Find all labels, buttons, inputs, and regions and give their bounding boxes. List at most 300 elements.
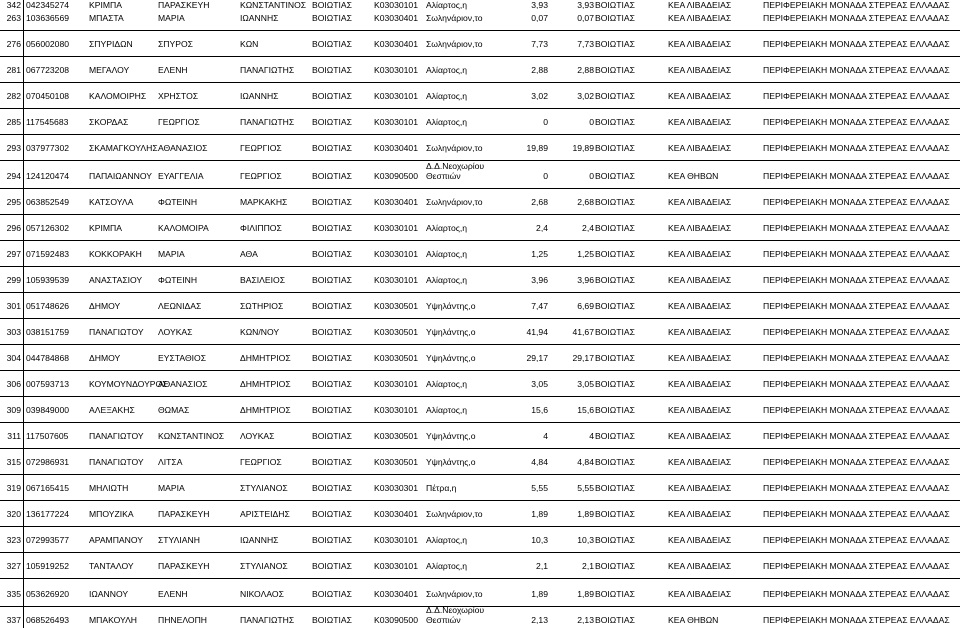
surname-cell[interactable]: ΤΑΝΤΑΛΟΥ bbox=[89, 561, 134, 571]
value-1-cell[interactable]: 1,25 bbox=[531, 249, 548, 259]
first-name-cell[interactable]: ΠΑΡΑΣΚΕΥΗ bbox=[158, 0, 210, 10]
father-name-cell[interactable]: ΒΑΣΙΛΕΙΟΣ bbox=[240, 275, 286, 285]
location-cell[interactable]: Πέτρα,η bbox=[426, 483, 457, 493]
value-2-cell[interactable]: 2,68 bbox=[577, 197, 594, 207]
location-cell[interactable]: Αλίαρτος,η bbox=[426, 379, 468, 389]
prefecture-2-cell[interactable]: ΒΟΙΩΤΙΑΣ bbox=[595, 483, 635, 493]
afm-cell[interactable]: 007593713 bbox=[26, 379, 70, 389]
row-id-cell[interactable]: 293 bbox=[6, 143, 21, 153]
father-name-cell[interactable]: ΙΩΑΝΝΗΣ bbox=[240, 91, 279, 101]
father-name-cell[interactable]: ΔΗΜΗΤΡΙΟΣ bbox=[240, 405, 291, 415]
kea-office-cell[interactable]: ΚΕΑ ΛΙΒΑΔΕΙΑΣ bbox=[668, 483, 732, 493]
row-id-cell[interactable]: 296 bbox=[6, 223, 21, 233]
location-cell[interactable]: Υψηλάντης,ο bbox=[426, 457, 476, 467]
afm-cell[interactable]: 039849000 bbox=[26, 405, 70, 415]
location-cell[interactable]: Αλίαρτος,η bbox=[426, 117, 468, 127]
prefecture-2-cell[interactable]: ΒΟΙΩΤΙΑΣ bbox=[595, 143, 635, 153]
surname-cell[interactable]: ΚΑΤΣΟΥΛΑ bbox=[89, 197, 134, 207]
kea-office-cell[interactable]: ΚΕΑ ΛΙΒΑΔΕΙΑΣ bbox=[668, 143, 732, 153]
prefecture-2-cell[interactable]: ΒΟΙΩΤΙΑΣ bbox=[595, 249, 635, 259]
kea-office-cell[interactable]: ΚΕΑ ΛΙΒΑΔΕΙΑΣ bbox=[668, 431, 732, 441]
prefecture-2-cell[interactable]: ΒΟΙΩΤΙΑΣ bbox=[595, 589, 635, 599]
kea-office-cell[interactable]: ΚΕΑ ΛΙΒΑΔΕΙΑΣ bbox=[668, 91, 732, 101]
code-cell[interactable]: K03030101 bbox=[374, 561, 418, 571]
code-cell[interactable]: K03030501 bbox=[374, 301, 418, 311]
code-cell[interactable]: K03030101 bbox=[374, 0, 418, 10]
surname-cell[interactable]: ΣΚΑΜΑΓΚΟΥΛΗΣ bbox=[89, 143, 158, 153]
prefecture-cell[interactable]: ΒΟΙΩΤΙΑΣ bbox=[312, 13, 352, 23]
value-1-cell[interactable]: 4 bbox=[543, 431, 548, 441]
regional-unit-cell[interactable]: ΠΕΡΙΦΕΡΕΙΑΚΗ ΜΟΝΑΔΑ ΣΤΕΡΕΑΣ ΕΛΛΑΔΑΣ bbox=[763, 65, 950, 75]
value-1-cell[interactable]: 0 bbox=[543, 117, 548, 127]
surname-cell[interactable]: ΔΗΜΟΥ bbox=[89, 353, 121, 363]
first-name-cell[interactable]: ΣΤΥΛΙΑΝΗ bbox=[158, 535, 200, 545]
code-cell[interactable]: K03030501 bbox=[374, 327, 418, 337]
prefecture-cell[interactable]: ΒΟΙΩΤΙΑΣ bbox=[312, 171, 352, 181]
row-id-cell[interactable]: 337 bbox=[6, 615, 21, 625]
father-name-cell[interactable]: ΠΑΝΑΓΙΩΤΗΣ bbox=[240, 117, 295, 127]
first-name-cell[interactable]: ΓΕΩΡΓΙΟΣ bbox=[158, 117, 200, 127]
prefecture-2-cell[interactable]: ΒΟΙΩΤΙΑΣ bbox=[595, 13, 635, 23]
regional-unit-cell[interactable]: ΠΕΡΙΦΕΡΕΙΑΚΗ ΜΟΝΑΔΑ ΣΤΕΡΕΑΣ ΕΛΛΑΔΑΣ bbox=[763, 405, 950, 415]
afm-cell[interactable]: 038151759 bbox=[26, 327, 70, 337]
prefecture-2-cell[interactable]: ΒΟΙΩΤΙΑΣ bbox=[595, 117, 635, 127]
code-cell[interactable]: K03030501 bbox=[374, 353, 418, 363]
surname-cell[interactable]: ΣΚΟΡΔΑΣ bbox=[89, 117, 129, 127]
prefecture-2-cell[interactable]: ΒΟΙΩΤΙΑΣ bbox=[595, 327, 635, 337]
kea-office-cell[interactable]: ΚΕΑ ΛΙΒΑΔΕΙΑΣ bbox=[668, 223, 732, 233]
regional-unit-cell[interactable]: ΠΕΡΙΦΕΡΕΙΑΚΗ ΜΟΝΑΔΑ ΣΤΕΡΕΑΣ ΕΛΛΑΔΑΣ bbox=[763, 353, 950, 363]
regional-unit-cell[interactable]: ΠΕΡΙΦΕΡΕΙΑΚΗ ΜΟΝΑΔΑ ΣΤΕΡΕΑΣ ΕΛΛΑΔΑΣ bbox=[763, 509, 950, 519]
value-1-cell[interactable]: 19,89 bbox=[526, 143, 548, 153]
location-cell[interactable]: Αλίαρτος,η bbox=[426, 91, 468, 101]
value-2-cell[interactable]: 1,89 bbox=[577, 509, 594, 519]
regional-unit-cell[interactable]: ΠΕΡΙΦΕΡΕΙΑΚΗ ΜΟΝΑΔΑ ΣΤΕΡΕΑΣ ΕΛΛΑΔΑΣ bbox=[763, 13, 950, 23]
prefecture-cell[interactable]: ΒΟΙΩΤΙΑΣ bbox=[312, 327, 352, 337]
prefecture-cell[interactable]: ΒΟΙΩΤΙΑΣ bbox=[312, 197, 352, 207]
row-id-cell[interactable]: 304 bbox=[6, 353, 21, 363]
kea-office-cell[interactable]: ΚΕΑ ΘΗΒΩΝ bbox=[668, 615, 719, 625]
regional-unit-cell[interactable]: ΠΕΡΙΦΕΡΕΙΑΚΗ ΜΟΝΑΔΑ ΣΤΕΡΕΑΣ ΕΛΛΑΔΑΣ bbox=[763, 615, 950, 625]
prefecture-cell[interactable]: ΒΟΙΩΤΙΑΣ bbox=[312, 615, 352, 625]
value-2-cell[interactable]: 1,89 bbox=[577, 589, 594, 599]
kea-office-cell[interactable]: ΚΕΑ ΛΙΒΑΔΕΙΑΣ bbox=[668, 327, 732, 337]
row-id-cell[interactable]: 263 bbox=[6, 13, 21, 23]
first-name-cell[interactable]: ΜΑΡΙΑ bbox=[158, 13, 185, 23]
afm-cell[interactable]: 070450108 bbox=[26, 91, 70, 101]
father-name-cell[interactable]: ΝΙΚΟΛΑΟΣ bbox=[240, 589, 284, 599]
value-1-cell[interactable]: 2,88 bbox=[531, 65, 548, 75]
prefecture-2-cell[interactable]: ΒΟΙΩΤΙΑΣ bbox=[595, 353, 635, 363]
value-1-cell[interactable]: 7,73 bbox=[531, 39, 548, 49]
first-name-cell[interactable]: ΛΟΥΚΑΣ bbox=[158, 327, 193, 337]
prefecture-cell[interactable]: ΒΟΙΩΤΙΑΣ bbox=[312, 561, 352, 571]
afm-cell[interactable]: 056002080 bbox=[26, 39, 70, 49]
kea-office-cell[interactable]: ΚΕΑ ΛΙΒΑΔΕΙΑΣ bbox=[668, 13, 732, 23]
afm-cell[interactable]: 117545683 bbox=[26, 117, 69, 127]
afm-cell[interactable]: 072993577 bbox=[26, 535, 70, 545]
value-1-cell[interactable]: 0,07 bbox=[531, 13, 548, 23]
prefecture-cell[interactable]: ΒΟΙΩΤΙΑΣ bbox=[312, 91, 352, 101]
regional-unit-cell[interactable]: ΠΕΡΙΦΕΡΕΙΑΚΗ ΜΟΝΑΔΑ ΣΤΕΡΕΑΣ ΕΛΛΑΔΑΣ bbox=[763, 171, 950, 181]
prefecture-cell[interactable]: ΒΟΙΩΤΙΑΣ bbox=[312, 301, 352, 311]
row-id-cell[interactable]: 299 bbox=[6, 275, 21, 285]
afm-cell[interactable]: 105939539 bbox=[26, 275, 70, 285]
regional-unit-cell[interactable]: ΠΕΡΙΦΕΡΕΙΑΚΗ ΜΟΝΑΔΑ ΣΤΕΡΕΑΣ ΕΛΛΑΔΑΣ bbox=[763, 0, 950, 10]
row-id-cell[interactable]: 281 bbox=[6, 65, 21, 75]
value-1-cell[interactable]: 2,1 bbox=[536, 561, 548, 571]
value-2-cell[interactable]: 0 bbox=[589, 117, 594, 127]
surname-cell[interactable]: ΚΟΥΜΟΥΝΔΟΥΡΟΣ bbox=[89, 379, 168, 389]
value-2-cell[interactable]: 3,96 bbox=[577, 275, 594, 285]
surname-cell[interactable]: ΑΛΕΞΑΚΗΣ bbox=[89, 405, 135, 415]
code-cell[interactable]: K03030101 bbox=[374, 91, 418, 101]
father-name-cell[interactable]: ΓΕΩΡΓΙΟΣ bbox=[240, 457, 282, 467]
prefecture-2-cell[interactable]: ΒΟΙΩΤΙΑΣ bbox=[595, 275, 635, 285]
afm-cell[interactable]: 103636569 bbox=[26, 13, 70, 23]
surname-cell[interactable]: ΙΩΑΝΝΟΥ bbox=[89, 589, 129, 599]
code-cell[interactable]: K03030101 bbox=[374, 405, 418, 415]
value-1-cell[interactable]: 3,02 bbox=[531, 91, 548, 101]
code-cell[interactable]: K03030401 bbox=[374, 13, 418, 23]
code-cell[interactable]: K03030101 bbox=[374, 117, 418, 127]
location-line-1-cell[interactable]: Δ.Δ.Νεοχωρίου bbox=[426, 605, 485, 615]
code-cell[interactable]: K03030401 bbox=[374, 39, 418, 49]
surname-cell[interactable]: ΜΠΑΚΟΥΛΗ bbox=[89, 615, 138, 625]
father-name-cell[interactable]: ΑΡΙΣΤΕΙΔΗΣ bbox=[240, 509, 290, 519]
afm-cell[interactable]: 042345274 bbox=[26, 0, 70, 10]
value-1-cell[interactable]: 7,47 bbox=[531, 301, 548, 311]
row-id-cell[interactable]: 342 bbox=[6, 0, 21, 10]
prefecture-2-cell[interactable]: ΒΟΙΩΤΙΑΣ bbox=[595, 91, 635, 101]
father-name-cell[interactable]: ΣΤΥΛΙΑΝΟΣ bbox=[240, 561, 288, 571]
code-cell[interactable]: K03030501 bbox=[374, 457, 418, 467]
prefecture-2-cell[interactable]: ΒΟΙΩΤΙΑΣ bbox=[595, 431, 635, 441]
code-cell[interactable]: K03030401 bbox=[374, 589, 418, 599]
afm-cell[interactable]: 067165415 bbox=[26, 483, 70, 493]
location-cell[interactable]: Σωληνάριον,το bbox=[426, 13, 483, 23]
value-2-cell[interactable]: 3,05 bbox=[577, 379, 594, 389]
row-id-cell[interactable]: 297 bbox=[6, 249, 21, 259]
father-name-cell[interactable]: ΦΙΛΙΠΠΟΣ bbox=[240, 223, 282, 233]
location-cell[interactable]: Σωληνάριον,το bbox=[426, 39, 483, 49]
value-1-cell[interactable]: 4,84 bbox=[531, 457, 548, 467]
code-cell[interactable]: K03030401 bbox=[374, 509, 418, 519]
kea-office-cell[interactable]: ΚΕΑ ΛΙΒΑΔΕΙΑΣ bbox=[668, 535, 732, 545]
location-line-1-cell[interactable]: Δ.Δ.Νεοχωρίου bbox=[426, 161, 485, 171]
surname-cell[interactable]: ΜΠΑΣΤΑ bbox=[89, 13, 124, 23]
first-name-cell[interactable]: ΠΑΡΑΣΚΕΥΗ bbox=[158, 509, 210, 519]
row-id-cell[interactable]: 285 bbox=[6, 117, 21, 127]
value-2-cell[interactable]: 19,89 bbox=[572, 143, 594, 153]
afm-cell[interactable]: 044784868 bbox=[26, 353, 70, 363]
value-1-cell[interactable]: 41,94 bbox=[526, 327, 548, 337]
prefecture-2-cell[interactable]: ΒΟΙΩΤΙΑΣ bbox=[595, 223, 635, 233]
value-2-cell[interactable]: 4 bbox=[589, 431, 594, 441]
code-cell[interactable]: K03030401 bbox=[374, 197, 418, 207]
code-cell[interactable]: K03030401 bbox=[374, 143, 418, 153]
row-id-cell[interactable]: 276 bbox=[6, 39, 21, 49]
location-cell[interactable]: Αλίαρτος,η bbox=[426, 249, 468, 259]
prefecture-2-cell[interactable]: ΒΟΙΩΤΙΑΣ bbox=[595, 405, 635, 415]
location-cell[interactable]: Αλίαρτος,η bbox=[426, 405, 468, 415]
prefecture-2-cell[interactable]: ΒΟΙΩΤΙΑΣ bbox=[595, 509, 635, 519]
first-name-cell[interactable]: ΘΩΜΑΣ bbox=[158, 405, 190, 415]
father-name-cell[interactable]: ΣΩΤΗΡΙΟΣ bbox=[240, 301, 284, 311]
afm-cell[interactable]: 063852549 bbox=[26, 197, 70, 207]
regional-unit-cell[interactable]: ΠΕΡΙΦΕΡΕΙΑΚΗ ΜΟΝΑΔΑ ΣΤΕΡΕΑΣ ΕΛΛΑΔΑΣ bbox=[763, 275, 950, 285]
regional-unit-cell[interactable]: ΠΕΡΙΦΕΡΕΙΑΚΗ ΜΟΝΑΔΑ ΣΤΕΡΕΑΣ ΕΛΛΑΔΑΣ bbox=[763, 39, 950, 49]
row-id-cell[interactable]: 309 bbox=[6, 405, 21, 415]
father-name-cell[interactable]: ΙΩΑΝΝΗΣ bbox=[240, 535, 279, 545]
location-cell[interactable]: Σωληνάριον,το bbox=[426, 143, 483, 153]
afm-cell[interactable]: 051748626 bbox=[26, 301, 70, 311]
value-2-cell[interactable]: 6,69 bbox=[577, 301, 594, 311]
kea-office-cell[interactable]: ΚΕΑ ΛΙΒΑΔΕΙΑΣ bbox=[668, 39, 732, 49]
regional-unit-cell[interactable]: ΠΕΡΙΦΕΡΕΙΑΚΗ ΜΟΝΑΔΑ ΣΤΕΡΕΑΣ ΕΛΛΑΔΑΣ bbox=[763, 301, 950, 311]
father-name-cell[interactable]: ΚΩΝ bbox=[240, 39, 259, 49]
surname-cell[interactable]: ΠΑΝΑΓΙΩΤΟΥ bbox=[89, 327, 144, 337]
location-cell[interactable]: Αλίαρτος,η bbox=[426, 275, 468, 285]
code-cell[interactable]: K03030101 bbox=[374, 65, 418, 75]
location-cell[interactable]: Υψηλάντης,ο bbox=[426, 353, 476, 363]
value-1-cell[interactable]: 10,3 bbox=[531, 535, 548, 545]
father-name-cell[interactable]: ΜΑΡΚΑΚΗΣ bbox=[240, 197, 288, 207]
prefecture-cell[interactable]: ΒΟΙΩΤΙΑΣ bbox=[312, 117, 352, 127]
surname-cell[interactable]: ΠΑΝΑΓΙΩΤΟΥ bbox=[89, 431, 144, 441]
regional-unit-cell[interactable]: ΠΕΡΙΦΕΡΕΙΑΚΗ ΜΟΝΑΔΑ ΣΤΕΡΕΑΣ ΕΛΛΑΔΑΣ bbox=[763, 223, 950, 233]
surname-cell[interactable]: ΠΑΠΑΙΩΑΝΝΟΥ bbox=[89, 171, 152, 181]
surname-cell[interactable]: ΚΡΙΜΠΑ bbox=[89, 223, 122, 233]
prefecture-cell[interactable]: ΒΟΙΩΤΙΑΣ bbox=[312, 0, 352, 10]
code-cell[interactable]: K03030101 bbox=[374, 379, 418, 389]
surname-cell[interactable]: ΚΟΚΚΟΡΑΚΗ bbox=[89, 249, 142, 259]
afm-cell[interactable]: 067723208 bbox=[26, 65, 70, 75]
prefecture-2-cell[interactable]: ΒΟΙΩΤΙΑΣ bbox=[595, 615, 635, 625]
kea-office-cell[interactable]: ΚΕΑ ΛΙΒΑΔΕΙΑΣ bbox=[668, 561, 732, 571]
value-1-cell[interactable]: 3,93 bbox=[531, 0, 548, 10]
value-1-cell[interactable]: 3,96 bbox=[531, 275, 548, 285]
prefecture-2-cell[interactable]: ΒΟΙΩΤΙΑΣ bbox=[595, 171, 635, 181]
location-cell[interactable]: Υψηλάντης,ο bbox=[426, 301, 476, 311]
father-name-cell[interactable]: ΠΑΝΑΓΙΩΤΗΣ bbox=[240, 615, 295, 625]
value-2-cell[interactable]: 2,13 bbox=[577, 615, 594, 625]
row-id-cell[interactable]: 311 bbox=[7, 431, 21, 441]
location-cell[interactable]: Σωληνάριον,το bbox=[426, 197, 483, 207]
kea-office-cell[interactable]: ΚΕΑ ΛΙΒΑΔΕΙΑΣ bbox=[668, 457, 732, 467]
kea-office-cell[interactable]: ΚΕΑ ΛΙΒΑΔΕΙΑΣ bbox=[668, 509, 732, 519]
surname-cell[interactable]: ΚΑΛΟΜΟΙΡΗΣ bbox=[89, 91, 147, 101]
regional-unit-cell[interactable]: ΠΕΡΙΦΕΡΕΙΑΚΗ ΜΟΝΑΔΑ ΣΤΕΡΕΑΣ ΕΛΛΑΔΑΣ bbox=[763, 91, 950, 101]
surname-cell[interactable]: ΠΑΝΑΓΙΩΤΟΥ bbox=[89, 457, 144, 467]
regional-unit-cell[interactable]: ΠΕΡΙΦΕΡΕΙΑΚΗ ΜΟΝΑΔΑ ΣΤΕΡΕΑΣ ΕΛΛΑΔΑΣ bbox=[763, 589, 950, 599]
surname-cell[interactable]: ΑΝΑΣΤΑΣΙΟΥ bbox=[89, 275, 143, 285]
value-1-cell[interactable]: 2,13 bbox=[531, 615, 548, 625]
prefecture-cell[interactable]: ΒΟΙΩΤΙΑΣ bbox=[312, 353, 352, 363]
regional-unit-cell[interactable]: ΠΕΡΙΦΕΡΕΙΑΚΗ ΜΟΝΑΔΑ ΣΤΕΡΕΑΣ ΕΛΛΑΔΑΣ bbox=[763, 535, 950, 545]
surname-cell[interactable]: ΜΠΟΥΖΙΚΑ bbox=[89, 509, 134, 519]
afm-cell[interactable]: 105919252 bbox=[26, 561, 70, 571]
first-name-cell[interactable]: ΚΑΛΟΜΟΙΡΑ bbox=[158, 223, 209, 233]
regional-unit-cell[interactable]: ΠΕΡΙΦΕΡΕΙΑΚΗ ΜΟΝΑΔΑ ΣΤΕΡΕΑΣ ΕΛΛΑΔΑΣ bbox=[763, 327, 950, 337]
value-2-cell[interactable]: 1,25 bbox=[577, 249, 594, 259]
father-name-cell[interactable]: ΚΩΝΣΤΑΝΤΙΝΟΣ bbox=[240, 0, 307, 10]
first-name-cell[interactable]: ΣΠΥΡΟΣ bbox=[158, 39, 193, 49]
father-name-cell[interactable]: ΣΤΥΛΙΑΝΟΣ bbox=[240, 483, 288, 493]
surname-cell[interactable]: ΜΕΓΑΛΟΥ bbox=[89, 65, 130, 75]
prefecture-cell[interactable]: ΒΟΙΩΤΙΑΣ bbox=[312, 143, 352, 153]
father-name-cell[interactable]: ΔΗΜΗΤΡΙΟΣ bbox=[240, 353, 291, 363]
row-id-cell[interactable]: 319 bbox=[6, 483, 21, 493]
kea-office-cell[interactable]: ΚΕΑ ΛΙΒΑΔΕΙΑΣ bbox=[668, 275, 732, 285]
prefecture-cell[interactable]: ΒΟΙΩΤΙΑΣ bbox=[312, 275, 352, 285]
regional-unit-cell[interactable]: ΠΕΡΙΦΕΡΕΙΑΚΗ ΜΟΝΑΔΑ ΣΤΕΡΕΑΣ ΕΛΛΑΔΑΣ bbox=[763, 457, 950, 467]
afm-cell[interactable]: 037977302 bbox=[26, 143, 70, 153]
regional-unit-cell[interactable]: ΠΕΡΙΦΕΡΕΙΑΚΗ ΜΟΝΑΔΑ ΣΤΕΡΕΑΣ ΕΛΛΑΔΑΣ bbox=[763, 561, 950, 571]
regional-unit-cell[interactable]: ΠΕΡΙΦΕΡΕΙΑΚΗ ΜΟΝΑΔΑ ΣΤΕΡΕΑΣ ΕΛΛΑΔΑΣ bbox=[763, 483, 950, 493]
kea-office-cell[interactable]: ΚΕΑ ΛΙΒΑΔΕΙΑΣ bbox=[668, 249, 732, 259]
father-name-cell[interactable]: ΚΩΝ/ΝΟΥ bbox=[240, 327, 280, 337]
father-name-cell[interactable]: ΛΟΥΚΑΣ bbox=[240, 431, 275, 441]
row-id-cell[interactable]: 294 bbox=[6, 171, 21, 181]
value-2-cell[interactable]: 15,6 bbox=[577, 405, 594, 415]
kea-office-cell[interactable]: ΚΕΑ ΘΗΒΩΝ bbox=[668, 171, 719, 181]
regional-unit-cell[interactable]: ΠΕΡΙΦΕΡΕΙΑΚΗ ΜΟΝΑΔΑ ΣΤΕΡΕΑΣ ΕΛΛΑΔΑΣ bbox=[763, 197, 950, 207]
location-cell[interactable]: Αλίαρτος,η bbox=[426, 65, 468, 75]
value-1-cell[interactable]: 1,89 bbox=[531, 509, 548, 519]
value-2-cell[interactable]: 0,07 bbox=[577, 13, 594, 23]
prefecture-2-cell[interactable]: ΒΟΙΩΤΙΑΣ bbox=[595, 65, 635, 75]
row-id-cell[interactable]: 323 bbox=[6, 535, 21, 545]
afm-cell[interactable]: 117507605 bbox=[26, 431, 69, 441]
first-name-cell[interactable]: ΜΑΡΙΑ bbox=[158, 249, 185, 259]
row-id-cell[interactable]: 335 bbox=[6, 589, 21, 599]
kea-office-cell[interactable]: ΚΕΑ ΛΙΒΑΔΕΙΑΣ bbox=[668, 117, 732, 127]
surname-cell[interactable]: ΑΡΑΜΠΑΝΟΥ bbox=[89, 535, 143, 545]
first-name-cell[interactable]: ΑΘΑΝΑΣΙΟΣ bbox=[158, 379, 208, 389]
value-2-cell[interactable]: 41,67 bbox=[572, 327, 594, 337]
value-1-cell[interactable]: 29,17 bbox=[526, 353, 548, 363]
code-cell[interactable]: K03090500 bbox=[374, 615, 418, 625]
first-name-cell[interactable]: ΛΕΩΝΙΔΑΣ bbox=[158, 301, 202, 311]
first-name-cell[interactable]: ΦΩΤΕΙΝΗ bbox=[158, 275, 198, 285]
location-cell[interactable]: Αλίαρτος,η bbox=[426, 535, 468, 545]
father-name-cell[interactable]: ΔΗΜΗΤΡΙΟΣ bbox=[240, 379, 291, 389]
first-name-cell[interactable]: ΕΥΑΓΓΕΛΙΑ bbox=[158, 171, 204, 181]
code-cell[interactable]: K03090500 bbox=[374, 171, 418, 181]
first-name-cell[interactable]: ΦΩΤΕΙΝΗ bbox=[158, 197, 198, 207]
code-cell[interactable]: K03030101 bbox=[374, 223, 418, 233]
value-2-cell[interactable]: 2,4 bbox=[582, 223, 594, 233]
afm-cell[interactable]: 053626920 bbox=[26, 589, 70, 599]
first-name-cell[interactable]: ΛΙΤΣΑ bbox=[158, 457, 183, 467]
value-2-cell[interactable]: 4,84 bbox=[577, 457, 594, 467]
father-name-cell[interactable]: ΙΩΑΝΝΗΣ bbox=[240, 13, 279, 23]
row-id-cell[interactable]: 301 bbox=[6, 301, 21, 311]
regional-unit-cell[interactable]: ΠΕΡΙΦΕΡΕΙΑΚΗ ΜΟΝΑΔΑ ΣΤΕΡΕΑΣ ΕΛΛΑΔΑΣ bbox=[763, 431, 950, 441]
first-name-cell[interactable]: ΧΡΗΣΤΟΣ bbox=[158, 91, 199, 101]
location-cell[interactable]: Θεσπιών bbox=[426, 615, 461, 625]
row-id-cell[interactable]: 295 bbox=[6, 197, 21, 207]
prefecture-cell[interactable]: ΒΟΙΩΤΙΑΣ bbox=[312, 39, 352, 49]
first-name-cell[interactable]: ΠΑΡΑΣΚΕΥΗ bbox=[158, 561, 210, 571]
prefecture-2-cell[interactable]: ΒΟΙΩΤΙΑΣ bbox=[595, 535, 635, 545]
value-1-cell[interactable]: 0 bbox=[543, 171, 548, 181]
prefecture-cell[interactable]: ΒΟΙΩΤΙΑΣ bbox=[312, 405, 352, 415]
surname-cell[interactable]: ΔΗΜΟΥ bbox=[89, 301, 121, 311]
father-name-cell[interactable]: ΑΘΑ bbox=[240, 249, 258, 259]
first-name-cell[interactable]: ΜΑΡΙΑ bbox=[158, 483, 185, 493]
value-1-cell[interactable]: 3,05 bbox=[531, 379, 548, 389]
code-cell[interactable]: K03030101 bbox=[374, 249, 418, 259]
afm-cell[interactable]: 136177224 bbox=[26, 509, 70, 519]
value-2-cell[interactable]: 3,93 bbox=[577, 0, 594, 10]
location-cell[interactable]: Σωληνάριον,το bbox=[426, 589, 483, 599]
row-id-cell[interactable]: 327 bbox=[6, 561, 21, 571]
location-cell[interactable]: Υψηλάντης,ο bbox=[426, 327, 476, 337]
first-name-cell[interactable]: ΑΘΑΝΑΣΙΟΣ bbox=[158, 143, 208, 153]
kea-office-cell[interactable]: ΚΕΑ ΛΙΒΑΔΕΙΑΣ bbox=[668, 301, 732, 311]
kea-office-cell[interactable]: ΚΕΑ ΛΙΒΑΔΕΙΑΣ bbox=[668, 405, 732, 415]
location-cell[interactable]: Αλίαρτος,η bbox=[426, 223, 468, 233]
prefecture-cell[interactable]: ΒΟΙΩΤΙΑΣ bbox=[312, 457, 352, 467]
prefecture-cell[interactable]: ΒΟΙΩΤΙΑΣ bbox=[312, 509, 352, 519]
first-name-cell[interactable]: ΚΩΝΣΤΑΝΤΙΝΟΣ bbox=[158, 431, 225, 441]
value-1-cell[interactable]: 2,4 bbox=[536, 223, 548, 233]
value-2-cell[interactable]: 7,73 bbox=[577, 39, 594, 49]
code-cell[interactable]: K03030501 bbox=[374, 431, 418, 441]
prefecture-cell[interactable]: ΒΟΙΩΤΙΑΣ bbox=[312, 483, 352, 493]
prefecture-2-cell[interactable]: ΒΟΙΩΤΙΑΣ bbox=[595, 301, 635, 311]
row-id-cell[interactable]: 282 bbox=[6, 91, 21, 101]
value-1-cell[interactable]: 1,89 bbox=[531, 589, 548, 599]
first-name-cell[interactable]: ΕΛΕΝΗ bbox=[158, 65, 188, 75]
location-cell[interactable]: Αλίαρτος,η bbox=[426, 561, 468, 571]
location-cell[interactable]: Αλίαρτος,η bbox=[426, 0, 468, 10]
value-1-cell[interactable]: 15,6 bbox=[531, 405, 548, 415]
code-cell[interactable]: K03030101 bbox=[374, 275, 418, 285]
value-2-cell[interactable]: 10,3 bbox=[577, 535, 594, 545]
prefecture-2-cell[interactable]: ΒΟΙΩΤΙΑΣ bbox=[595, 379, 635, 389]
code-cell[interactable]: K03030301 bbox=[374, 483, 418, 493]
value-2-cell[interactable]: 3,02 bbox=[577, 91, 594, 101]
surname-cell[interactable]: ΜΗΛΙΩΤΗ bbox=[89, 483, 129, 493]
first-name-cell[interactable]: ΕΛΕΝΗ bbox=[158, 589, 188, 599]
row-id-cell[interactable]: 320 bbox=[6, 509, 21, 519]
kea-office-cell[interactable]: ΚΕΑ ΛΙΒΑΔΕΙΑΣ bbox=[668, 197, 732, 207]
prefecture-2-cell[interactable]: ΒΟΙΩΤΙΑΣ bbox=[595, 39, 635, 49]
regional-unit-cell[interactable]: ΠΕΡΙΦΕΡΕΙΑΚΗ ΜΟΝΑΔΑ ΣΤΕΡΕΑΣ ΕΛΛΑΔΑΣ bbox=[763, 249, 950, 259]
row-id-cell[interactable]: 306 bbox=[6, 379, 21, 389]
afm-cell[interactable]: 057126302 bbox=[26, 223, 70, 233]
regional-unit-cell[interactable]: ΠΕΡΙΦΕΡΕΙΑΚΗ ΜΟΝΑΔΑ ΣΤΕΡΕΑΣ ΕΛΛΑΔΑΣ bbox=[763, 379, 950, 389]
regional-unit-cell[interactable]: ΠΕΡΙΦΕΡΕΙΑΚΗ ΜΟΝΑΔΑ ΣΤΕΡΕΑΣ ΕΛΛΑΔΑΣ bbox=[763, 117, 950, 127]
afm-cell[interactable]: 068526493 bbox=[26, 615, 70, 625]
value-2-cell[interactable]: 0 bbox=[589, 171, 594, 181]
location-cell[interactable]: Σωληνάριον,το bbox=[426, 509, 483, 519]
value-2-cell[interactable]: 29,17 bbox=[572, 353, 594, 363]
prefecture-cell[interactable]: ΒΟΙΩΤΙΑΣ bbox=[312, 589, 352, 599]
surname-cell[interactable]: ΣΠΥΡΙΔΩΝ bbox=[89, 39, 133, 49]
father-name-cell[interactable]: ΓΕΩΡΓΙΟΣ bbox=[240, 171, 282, 181]
value-2-cell[interactable]: 5,55 bbox=[577, 483, 594, 493]
row-id-cell[interactable]: 315 bbox=[6, 457, 21, 467]
location-cell[interactable]: Υψηλάντης,ο bbox=[426, 431, 476, 441]
code-cell[interactable]: K03030101 bbox=[374, 535, 418, 545]
kea-office-cell[interactable]: ΚΕΑ ΛΙΒΑΔΕΙΑΣ bbox=[668, 379, 732, 389]
prefecture-cell[interactable]: ΒΟΙΩΤΙΑΣ bbox=[312, 249, 352, 259]
row-id-cell[interactable]: 303 bbox=[6, 327, 21, 337]
